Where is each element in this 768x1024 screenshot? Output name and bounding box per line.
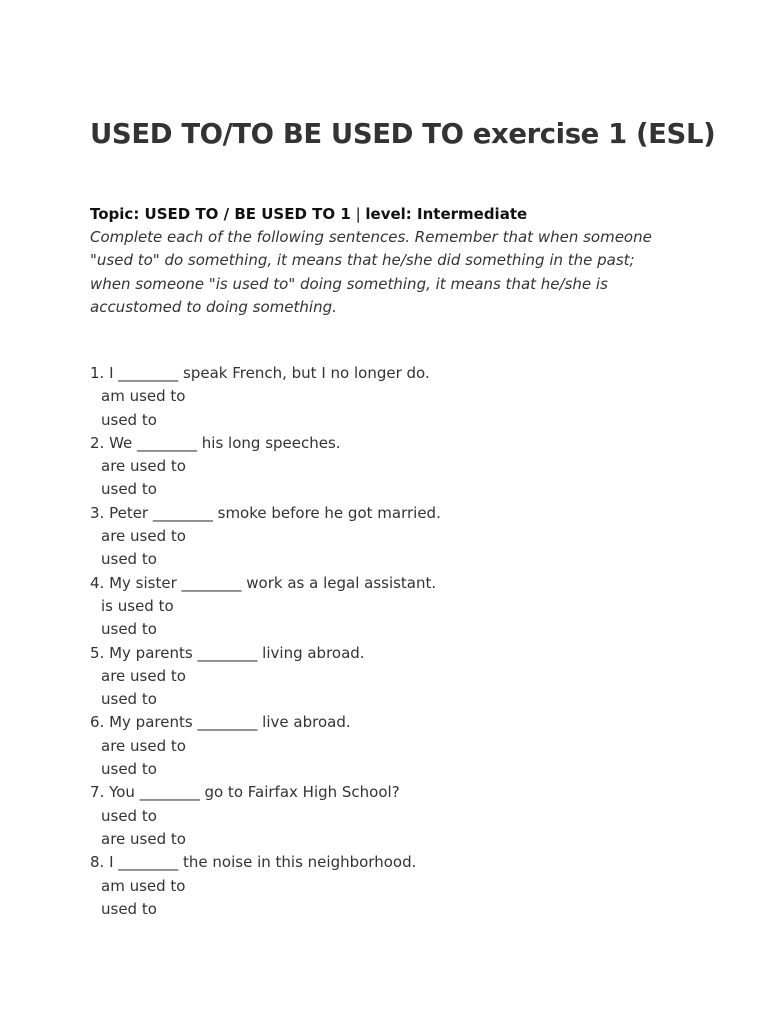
answer-option[interactable]: used to <box>101 760 157 779</box>
topic-level: level: Intermediate <box>365 205 528 223</box>
question-item <box>90 851 690 921</box>
topic-separator: | <box>350 205 366 223</box>
answer-option[interactable]: am used to <box>101 387 186 406</box>
answer-option[interactable]: used to <box>101 899 157 918</box>
topic-line <box>90 203 527 225</box>
answer-option[interactable]: used to <box>101 410 157 429</box>
answer-option[interactable]: am used to <box>101 876 186 895</box>
topic-label: Topic: USED TO / BE USED TO 1 <box>90 205 351 223</box>
question-item <box>90 642 690 712</box>
question-text: 7. You ________ go to Fairfax High School? <box>90 783 400 802</box>
question-text: 1. I ________ speak French, but I no longer do. <box>90 364 430 382</box>
answer-option[interactable]: are used to <box>101 666 186 685</box>
answer-option[interactable]: is used to <box>101 596 174 615</box>
answer-option[interactable]: are used to <box>101 736 186 755</box>
answer-option[interactable]: used to <box>101 550 157 569</box>
question-item <box>90 711 690 781</box>
answer-option[interactable]: are used to <box>101 829 186 848</box>
question-text: 3. Peter ________ smoke before he got married. <box>90 503 441 522</box>
answer-option[interactable]: used to <box>101 480 157 499</box>
page-title: USED TO/TO BE USED TO exercise 1 (ESL) <box>90 118 716 150</box>
question-text: 6. My parents ________ live abroad. <box>90 713 351 732</box>
question-item <box>90 362 690 432</box>
question-item <box>90 781 690 851</box>
answer-option[interactable]: used to <box>101 690 157 709</box>
question-item <box>90 432 690 502</box>
question-text: 2. We ________ his long speeches. <box>90 433 341 452</box>
instructions-text: Complete each of the following sentences. Remember that when someone "used to" do something, it means that he/she did something in the past; when someone "is used to" doing something, it means that he/she is accustomed to doing something. <box>90 228 652 316</box>
answer-option[interactable]: used to <box>101 806 157 825</box>
answer-option[interactable]: used to <box>101 620 157 639</box>
question-list <box>90 362 690 921</box>
question-text: 4. My sister ________ work as a legal assistant. <box>90 573 437 592</box>
question-item <box>90 502 690 572</box>
answer-option[interactable]: are used to <box>101 527 186 546</box>
answer-option[interactable]: are used to <box>101 457 186 476</box>
question-item <box>90 572 690 642</box>
question-text: 5. My parents ________ living abroad. <box>90 643 365 662</box>
question-text: 8. I ________ the noise in this neighborhood. <box>90 853 417 872</box>
